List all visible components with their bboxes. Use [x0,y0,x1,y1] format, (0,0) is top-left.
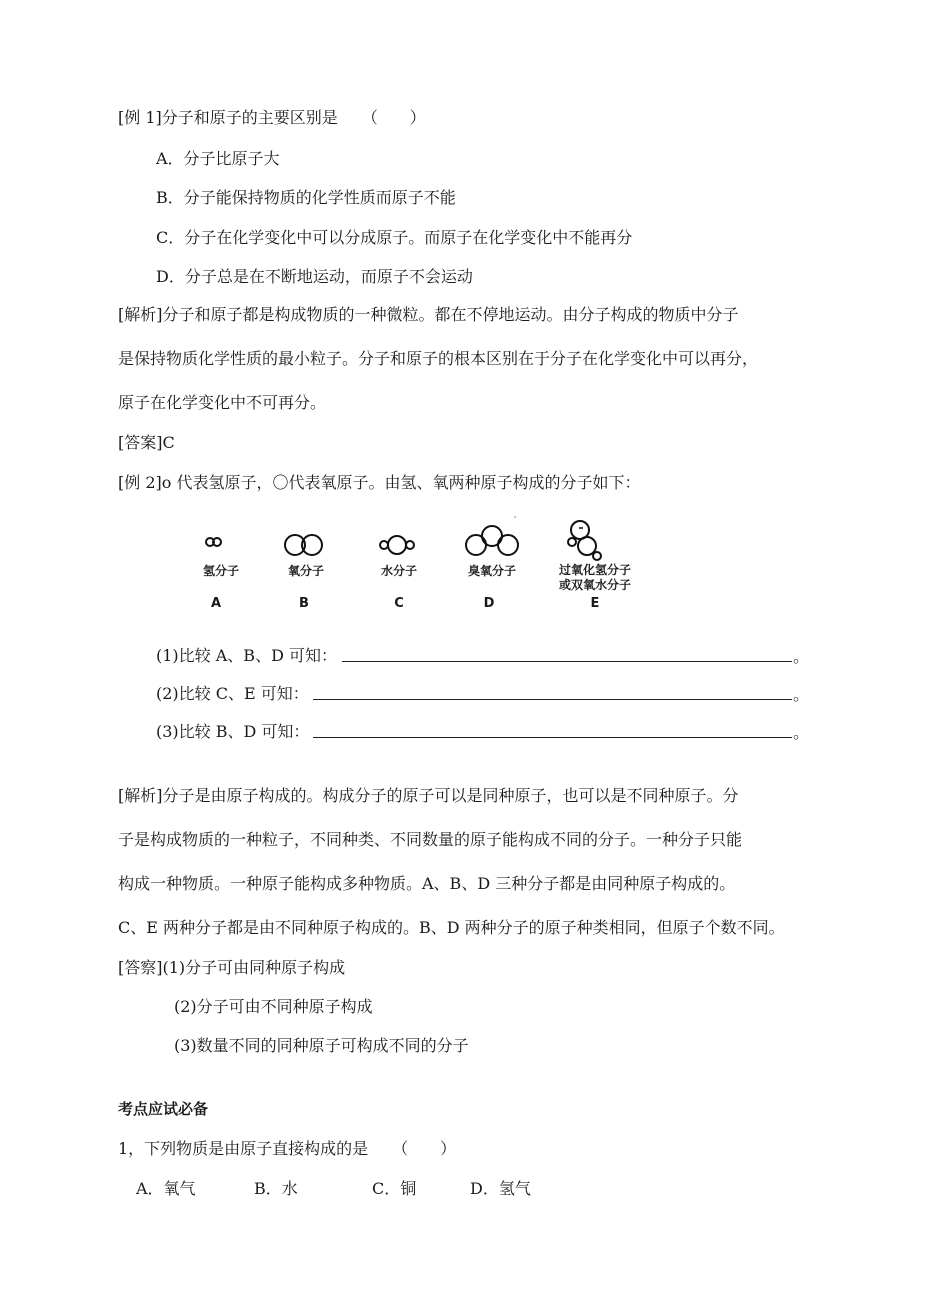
example1-option-d: D．分子总是在不断地运动，而原子不会运动 [156,267,473,286]
example2-analysis-line2: 子是构成物质的一种粒子，不同种类、不同数量的原子能构成不同的分子。一种分子只能 [118,830,743,849]
example1-question: [例 1]分子和原子的主要区别是 （ ） [118,108,426,127]
molecule-label-a: 氢分子 [202,564,239,578]
molecule-letter-d: D [483,596,495,611]
example1-option-b: B．分子能保持物质的化学性质而原子不能 [156,188,456,207]
section-q1-option-a: A．氧气 [136,1179,196,1198]
example2-answer-1: [答察](1)分子可由同种原子构成 [118,958,346,977]
example2-intro: [例 2]o 代表氢原子，〇代表氧原子。由氢、氧两种原子构成的分子如下： [118,473,641,492]
example1-option-c: C．分子在化学变化中可以分成原子。而原子在化学变化中不能再分 [156,228,633,247]
section-question-1: 1，下列物质是由原子直接构成的是 （ ） [118,1139,457,1158]
hydrogen-peroxide-molecule-icon [568,521,601,560]
example2-analysis-line1: [解析]分子是由原子构成的。构成分子的原子可以是同种原子，也可以是不同种原子。分 [118,786,739,805]
molecule-label-b: 氧分子 [287,564,324,578]
hydrogen-molecule-icon [206,538,221,546]
molecule-label-e-line1: 过氧化氢分子 [558,563,631,577]
example2-answer-2: (2)分子可由不同种原子构成 [174,997,373,1016]
section-q1-option-d: D．氢气 [470,1179,531,1198]
example1-analysis-line3: 原子在化学变化中不可再分。 [118,393,327,412]
example2-analysis-line4: C、E 两种分子都是由不同种原子构成的。B、D 两种分子的原子种类相同，但原子个数不同。 [118,918,785,937]
answer-blank-2[interactable] [313,699,792,700]
molecule-letter-e: E [590,596,600,611]
example2-question-2: (2)比较 C、E 可知： [156,684,309,703]
question-3-period: 。 [793,723,810,742]
example1-option-a: A．分子比原子大 [156,149,280,168]
example1-answer: [答案]C [118,433,175,452]
example1-analysis-line1: [解析]分子和原子都是构成物质的一种微粒。都在不停地运动。由分子构成的物质中分子 [118,305,739,324]
molecule-label-e-line2: 或双氧水分子 [558,578,631,592]
answer-blank-1[interactable] [342,661,792,662]
example2-question-3: (3)比较 B、D 可知： [156,722,310,741]
molecule-label-d: 臭氧分子 [467,564,516,578]
oxygen-molecule-icon [285,535,322,555]
section-q1-option-b: B．水 [254,1179,298,1198]
molecule-label-c: 水分子 [380,564,417,578]
ozone-molecule-icon [466,526,518,555]
molecule-letter-b: B [299,596,309,611]
section-title: 考点应试必备 [118,1100,209,1118]
example1-analysis-line2: 是保持物质化学性质的最小粒子。分子和原子的根本区别在于分子在化学变化中可以再分， [118,349,759,368]
question-1-period: 。 [793,647,810,666]
answer-blank-3[interactable] [313,737,792,738]
molecule-letter-a: A [210,596,222,611]
water-molecule-icon [380,536,414,554]
question-2-period: 。 [793,685,810,704]
molecule-letter-c: C [394,596,404,611]
example2-question-1: (1)比较 A、B、D 可知： [156,646,337,665]
example2-answer-3: (3)数量不同的同种原子可构成不同的分子 [174,1036,469,1055]
section-q1-option-c: C．铜 [372,1179,417,1198]
example2-analysis-line3: 构成一种物质。一种原子能构成多种物质。A、B、D 三种分子都是由同种原子构成的。 [118,874,736,893]
